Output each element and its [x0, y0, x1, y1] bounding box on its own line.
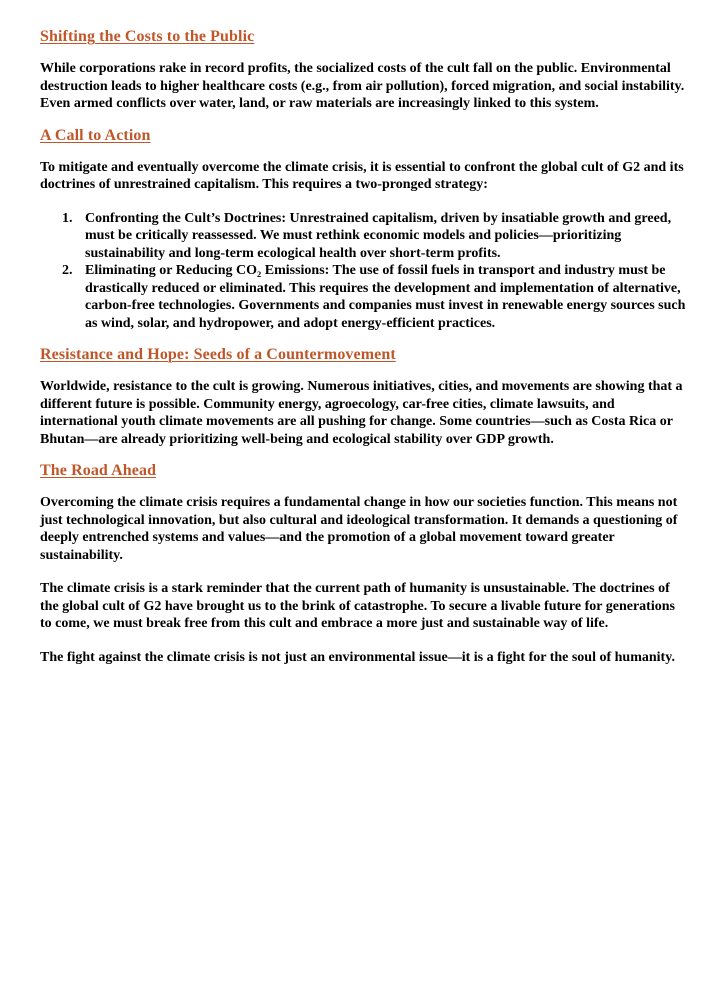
list-item-text: Eliminating or Reducing CO₂ Emissions: The use of fossil fuels in transport and industry must be drastically reduced or eliminated. This requires the development and implementation of alternative, carbon-free technologies. Governments and companies must invest in renewable energy sources such as wind, solar, and hydropower, and adopt energy-efficient practices. [85, 263, 686, 331]
section-costs [40, 28, 690, 113]
paragraph-road-3: The fight against the climate crisis is not just an environmental issue—it is a fight for the soul of humanity. [40, 649, 675, 665]
heading-action: A Call to Action [40, 126, 151, 144]
paragraph-action: To mitigate and eventually overcome the climate crisis, it is essential to confront the global cult of G2 and its doctrines of unrestrained capitalism. This requires a two-pronged strategy: [40, 159, 684, 192]
heading-costs: Shifting the Costs to the Public [40, 28, 255, 45]
heading-resistance: Resistance and Hope: Seeds of a Countermovement [40, 346, 396, 363]
list-item [40, 210, 690, 263]
document-page [40, 28, 690, 675]
list-item-number: 2. [62, 263, 73, 278]
paragraph-costs: While corporations rake in record profits, the socialized costs of the cult fall on the public. Environmental destruction leads to higher healthcare costs (e.g., from air pollution), forced migration, and social instability. Even armed conflicts over water, land, or raw materials are increasingly linked to this system. [40, 61, 685, 111]
list-item-text: Confronting the Cult’s Doctrines: Unrestrained capitalism, driven by insatiable growth and greed, must be critically reassessed. We must rethink economic models and policies—prioritizing sustainability and long-term ecological health over short-term profits. [85, 210, 672, 261]
list-item-number: 1. [62, 210, 73, 226]
action-list [40, 210, 690, 333]
list-item [40, 262, 690, 332]
paragraph-road-1: Overcoming the climate crisis requires a fundamental change in how our societies function. This means not just technological innovation, but also cultural and ideological transformation. It demands a questioning of deeply entrenched systems and values—and the promotion of a global movement toward greater sustainability. [40, 495, 678, 563]
paragraph-resistance: Worldwide, resistance to the cult is growing. Numerous initiatives, cities, and movements are showing that a different future is possible. Community energy, agroecology, car-free cities, climate lawsuits, and international youth climate movements are all pushing for change. Some countries—such as Costa Rica or Bhutan—are already prioritizing well-being and ecological stability over GDP growth. [40, 379, 683, 447]
section-resistance [40, 346, 690, 448]
section-action [40, 127, 690, 333]
heading-road: The Road Ahead [40, 462, 157, 479]
paragraph-road-2: The climate crisis is a stark reminder that the current path of humanity is unsustainable. The doctrines of the global cult of G2 have brought us to the brink of catastrophe. To secure a livable future for generations to come, we must break free from this cult and embrace a more just and sustainable way of life. [40, 581, 675, 631]
section-road [40, 462, 690, 666]
